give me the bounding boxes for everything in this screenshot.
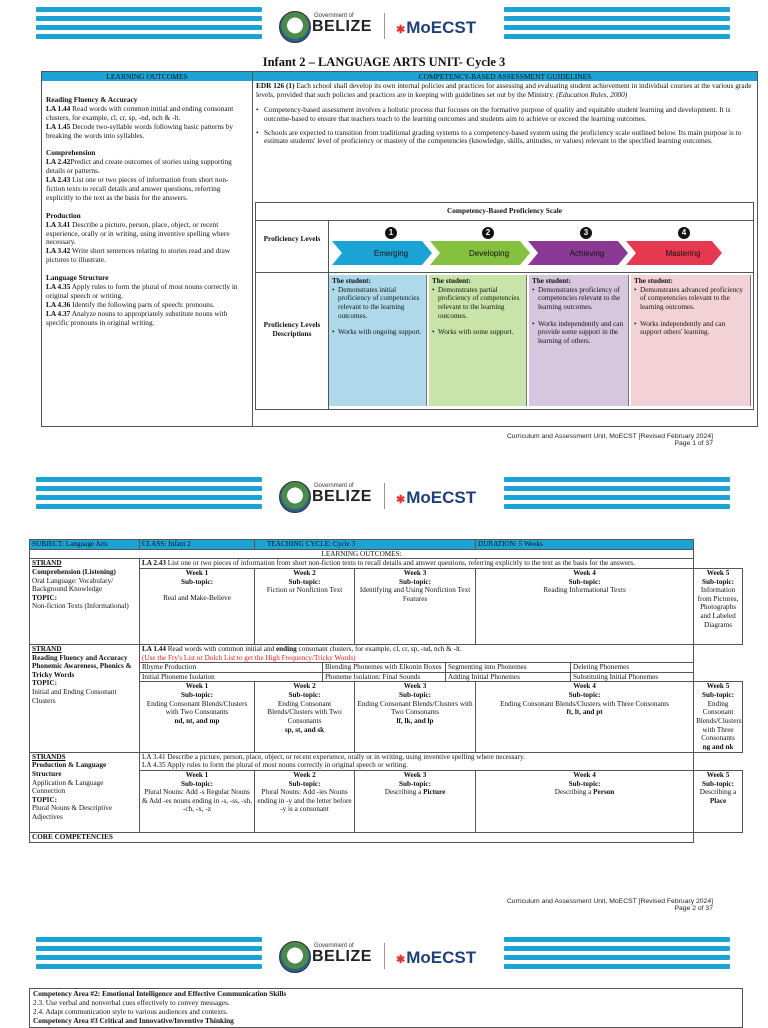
lo-header: LEARNING OUTCOMES:	[30, 549, 694, 559]
subject-cell: SUBJECT: Language Arts	[30, 540, 140, 550]
week-cell: Week 1 Sub-topic: Plural Nouns: Add -s Regular Nouns & Add -es nouns ending in -s, -ss, -sh, -ch, -x, -z	[140, 770, 255, 832]
level-name: Emerging	[373, 248, 409, 258]
page1-header	[0, 4, 768, 54]
strand-cell: STRAND Reading Fluency and Accuracy Phonemic Awareness, Phonics & Tricky Words TOPIC: Initial and Ending Consonant Clusters	[30, 644, 140, 752]
bullet-item: • Schools are expected to transition from traditional grading systems to a competency-based system using the proficiency scale outlined below. Its main purpose is to estimate students' level of proficiency or mastery of the competencies (knowledge, skills, attitudes, or values) relevant to the specified learning outcomes.	[256, 127, 742, 146]
belize-logo: Government of BELIZE	[312, 943, 372, 965]
proficiency-levels-label: Proficiency Levels	[263, 234, 321, 243]
lo-item: LA 2.43 List one or two pieces of information from short non-fiction texts to recall details and answer questions, referring explicitly to the text as the basis for the answers.	[46, 175, 229, 202]
week-cell: Week 3 Sub-topic: Describing a Picture	[355, 770, 476, 832]
scale-title: Competency-Based Proficiency Scale	[447, 206, 562, 215]
edr-paragraph: EDR 126 (1) Each school shall develop its own internal policies and practices for assessing and evaluating student achievement in individual courses at the various grade levels, provided that such policies and practices are in keeping with guidelines set out by the Ministry. (Education Rules, 2000)	[256, 81, 752, 99]
week-cell: Week 2 Sub-topic: Ending Consonant Blends/Clusters with Two Consonants sp, st, and sk	[255, 682, 355, 752]
lo-item: LA 4.35 Apply rules to form the plural of most nouns correctly in original speech or writing.	[46, 282, 238, 300]
lo-item: LA 4.36 Identify the following parts of speech: pronouns.	[46, 299, 215, 309]
week-cell: Week 3 Sub-topic: Ending Consonant Blends/Clusters with Two Consonants lf, lk, and lp	[355, 682, 476, 752]
pa-cell: Phoneme Isolation: Final Sounds	[323, 672, 446, 682]
pa-cell: Segmenting into Phonemes	[446, 663, 571, 673]
week-cell: Week 5 Sub-topic: Describing a Place	[694, 770, 743, 832]
pa-cell: Blending Phonemes with Elkonin Boxes	[323, 663, 446, 673]
learning-outcomes	[46, 96, 246, 327]
lo-item: LA 3.41 Describe a picture, person, place, object, or recent experience, orally or in writing, using inventive spelling where necessary.	[46, 219, 230, 247]
outcome-cell: LA 3.41 Describe a picture, person, place, object, or recent experience, orally or in writing, using inventive spelling where necessary. LA 4.35 Apply rules to form the plural of most nouns correctly in original speech or writing.	[140, 752, 694, 770]
lo-heading: Comprehension	[46, 148, 96, 158]
level-name: Achieving	[569, 248, 605, 258]
level-number: 1	[385, 227, 397, 239]
lo-item: LA 3.42 Write short sentences relating to stories read and draw pictures to illustrate.	[46, 246, 231, 265]
desc-emerging: The student: • Demonstrates initial proficiency of competencies relevant to the learning outcomes. • Works with ongoing support.	[329, 275, 427, 406]
bullet-item: • Competency-based assessment involves a holistic process that focuses on the formative purpose of quality and equitable student learning and development. It is outcome-based to ensure that teachers teach to the learning outcomes and students aim to achieve or exceed the learning outcomes.	[256, 104, 731, 123]
belize-logo: Government of BELIZE	[312, 483, 372, 505]
pa-cell: Adding Initial Phonemes	[446, 672, 571, 682]
pa-cell: Deleting Phonemes	[571, 663, 694, 673]
blue-stripes-right	[504, 7, 730, 47]
week-cell: Week 5 Sub-topic: Ending Consonant Blends/Clusters with Three Consonants ng and nk	[694, 682, 743, 752]
page-title: Infant 2 – LANGUAGE ARTS UNIT- Cycle 3	[262, 55, 506, 69]
cbag-text	[256, 82, 752, 146]
level-name: Mastering	[665, 248, 701, 258]
level-number: 3	[580, 227, 592, 239]
moecst-star-icon: ✱	[396, 954, 406, 966]
lo-item: LA 1.44 Read words with common initial and ending consonant clusters, for example, cl, cr, sp, -nd, nch & -lt.	[46, 103, 234, 122]
competency-area-heading: Competency Area #3 Critical and Innovative/Inventive Thinking	[33, 1016, 234, 1026]
page-footer: Curriculum and Assessment Unit, MoECST [Revised February 2024] Page 1 of 37	[506, 433, 713, 447]
proficiency-scale	[255, 202, 754, 410]
outcome-cell: LA 1.44 Read words with common initial and ending consonant clusters, for example, cl, cr, sp, -nd, nch & -lt. (Use the Fry's List or Dolch List to get the High Frequency/Tricky Words)	[140, 644, 694, 662]
lo-heading: Reading Fluency & Accuracy	[46, 95, 138, 104]
high-frequency-note: (Use the Fry's List or Dolch List to get the High Frequency/Tricky Words)	[142, 653, 356, 662]
logo-divider	[384, 13, 385, 39]
core-competencies: CORE COMPETENCIES	[30, 832, 694, 842]
level-number: 4	[678, 227, 690, 239]
duration-cell: DURATION: 5 Weeks	[476, 540, 694, 550]
unit-plan-table	[29, 539, 743, 843]
week-cell: Week 2 Sub-topic: Fiction or Nonfiction Text	[255, 568, 355, 644]
lo-heading: Production	[46, 210, 81, 220]
cycle-cell: TEACHING CYCLE: Cycle 3	[255, 540, 476, 550]
desc-developing: The student: • Demonstrates partial proficiency of competencies relevant to the learning outcomes. • Works with some support.	[429, 275, 527, 406]
moecst-star-icon: ✱	[396, 494, 406, 506]
moecst-logo: ✱MoECST	[396, 948, 477, 967]
week-cell: Week 2 Sub-topic: Plural Nouns: Add -ies Nouns ending in -y and the letter before -y is a consonant	[255, 770, 355, 832]
desc-achieving: The student: • Demonstrates proficiency of competencies relevant to the learning outcomes. • Works independently and can provide some support in the learning of others.	[529, 275, 629, 406]
week-cell: Week 4 Sub-topic: Describing a Person	[476, 770, 694, 832]
competency-item: 2.3. Use verbal and nonverbal cues effectively to convey messages.	[33, 998, 230, 1008]
belize-seal-icon	[279, 941, 311, 973]
moecst-logo: ✱MoECST	[396, 18, 477, 37]
week-cell: Week 3 Sub-topic: Identifying and Using Nonfiction Text Features	[355, 568, 476, 644]
lo-heading: Language Structure	[46, 273, 109, 283]
outcome-cell: LA 2.43 List one or two pieces of information from short non-fiction texts to recall details and answer questions, referring explicitly to the text as the basis for the answers.	[140, 559, 694, 569]
desc-mastering: The student: • Demonstrates advanced proficiency of competencies relevant to the learning outcomes. • Works independently and can support others' learning.	[631, 275, 751, 406]
week-cell: Week 1 Sub-topic: Real and Make-Believe	[140, 568, 255, 644]
moecst-logo: ✱MoECST	[396, 488, 477, 507]
proficiency-desc-label: Proficiency Levels Descriptions	[263, 320, 321, 338]
competency-item: 2.4. Adapt communication style to various audiences and contexts.	[33, 1007, 228, 1017]
week-cell: Week 4 Sub-topic: Ending Consonant Blends/Clusters with Three Consonants ft, lt, and pt	[476, 682, 694, 752]
page-footer: Curriculum and Assessment Unit, MoECST [Revised February 2024] Page 2 of 37	[506, 898, 713, 912]
col-header-learning: LEARNING OUTCOMES	[42, 72, 253, 81]
belize-seal-icon	[279, 481, 311, 513]
class-cell: CLASS: Infant 2	[140, 540, 255, 550]
col-header-cbag: COMPETENCY-BASED ASSESSMENT GUIDELINES	[253, 72, 757, 81]
blue-stripes-left	[36, 7, 262, 47]
level-name: Developing	[468, 248, 510, 258]
competency-box	[29, 988, 743, 1028]
lo-item: LA 2.42Predict and create outcomes of stories using supporting details or patterns.	[46, 157, 232, 176]
pa-cell: Rhyme Production	[140, 663, 323, 673]
week-cell: Week 1 Sub-topic: Ending Consonant Blends/Clusters with Two Consonants nd, nt, and mp	[140, 682, 255, 752]
assessment-table	[41, 71, 758, 427]
moecst-star-icon: ✱	[396, 24, 406, 36]
belize-seal-icon	[279, 11, 311, 43]
pa-cell: Initial Phoneme Isolation	[140, 672, 323, 682]
week-cell: Week 5 Sub-topic: Information from Pictures, Photographs and Labeled Diagrams	[694, 568, 743, 644]
lo-item: LA 4.37 Analyze nouns to appropriately substitute nouns with specific pronouns in original writing.	[46, 308, 228, 327]
page2-header	[0, 474, 768, 524]
week-cell: Week 4 Sub-topic: Reading Informational Texts	[476, 568, 694, 644]
level-number: 2	[482, 227, 494, 239]
strand-cell: STRANDS Production & Language Structure Application & Language Connection TOPIC: Plural Nouns & Descriptive Adjectives	[30, 752, 140, 832]
competency-area-heading: Competency Area #2: Emotional Intelligence and Effective Communication Skills	[33, 989, 287, 998]
level-descriptions	[329, 275, 753, 409]
pa-cell: Substituting Initial Phonemes	[571, 672, 694, 682]
page3-header	[0, 934, 768, 984]
strand-cell: STRAND Comprehension (Listening) Oral Language: Vocabulary/ Background Knowledge TOPIC: Non-fiction Texts (Informational)	[30, 559, 140, 645]
belize-logo: Government of BELIZE	[312, 13, 372, 35]
lo-item: LA 1.45 Decode two-syllable words following basic patterns by breaking the words into syllables.	[46, 121, 234, 140]
